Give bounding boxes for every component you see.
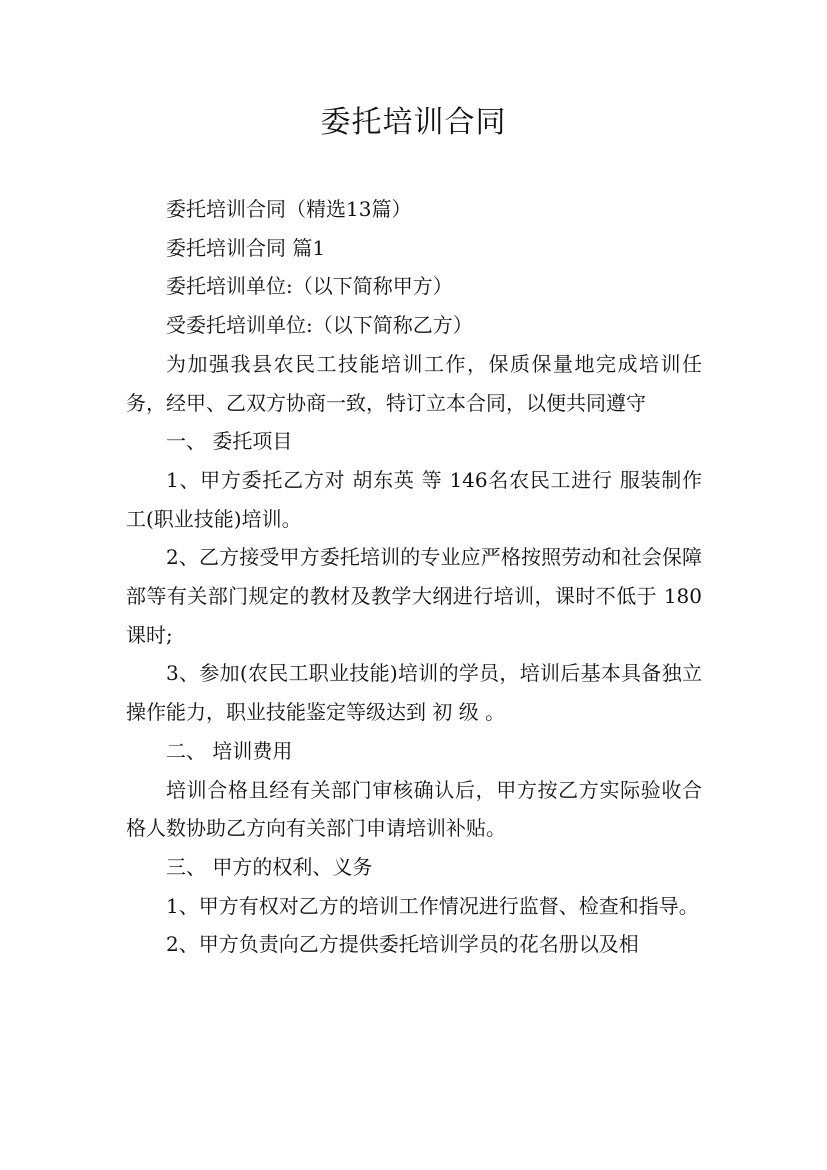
paragraph-clause-3-1: 1、甲方有权对乙方的培训工作情况进行监督、检查和指导。	[166, 893, 699, 918]
paragraph-clause-1-3: 3、参加(农民工职业技能)培训的学员，培训后基本具备独立操作能力，职业技能鉴定等级达到 初 级 。	[126, 661, 702, 725]
section-heading-3: 三、 甲方的权利、义务	[166, 854, 373, 879]
paragraph-part-heading: 委托培训合同 篇1	[166, 235, 326, 260]
document-body	[126, 190, 702, 964]
paragraph-subtitle: 委托培训合同（精选13篇）	[166, 197, 412, 221]
paragraph-clause-1-2: 2、乙方接受甲方委托培训的专业应严格按照劳动和社会保障部等有关部门规定的教材及教学大纲进行培训，课时不低于 180 课时;	[126, 545, 702, 647]
paragraph-party-b: 受委托培训单位:（以下简称乙方）	[166, 313, 473, 338]
paragraph-party-a: 委托培训单位:（以下简称甲方）	[166, 274, 453, 299]
paragraph-clause-3-2: 2、甲方负责向乙方提供委托培训学员的花名册以及相	[166, 932, 639, 957]
section-heading-1: 一、 委托项目	[166, 429, 293, 454]
paragraph-clause-2: 培训合格且经有关部门审核确认后，甲方按乙方实际验收合格人数协助乙方向有关部门申请培训补贴。	[126, 777, 702, 841]
section-heading-2: 二、 培训费用	[166, 738, 293, 763]
document-title: 委托培训合同	[320, 105, 507, 140]
paragraph-preamble: 为加强我县农民工技能培训工作，保质保量地完成培训任务，经甲、乙双方协商一致，特订立本合同，以便共同遵守	[126, 351, 702, 415]
paragraph-clause-1-1: 1、甲方委托乙方对 胡东英 等 146名农民工进行 服装制作工(职业技能)培训。	[126, 467, 702, 531]
